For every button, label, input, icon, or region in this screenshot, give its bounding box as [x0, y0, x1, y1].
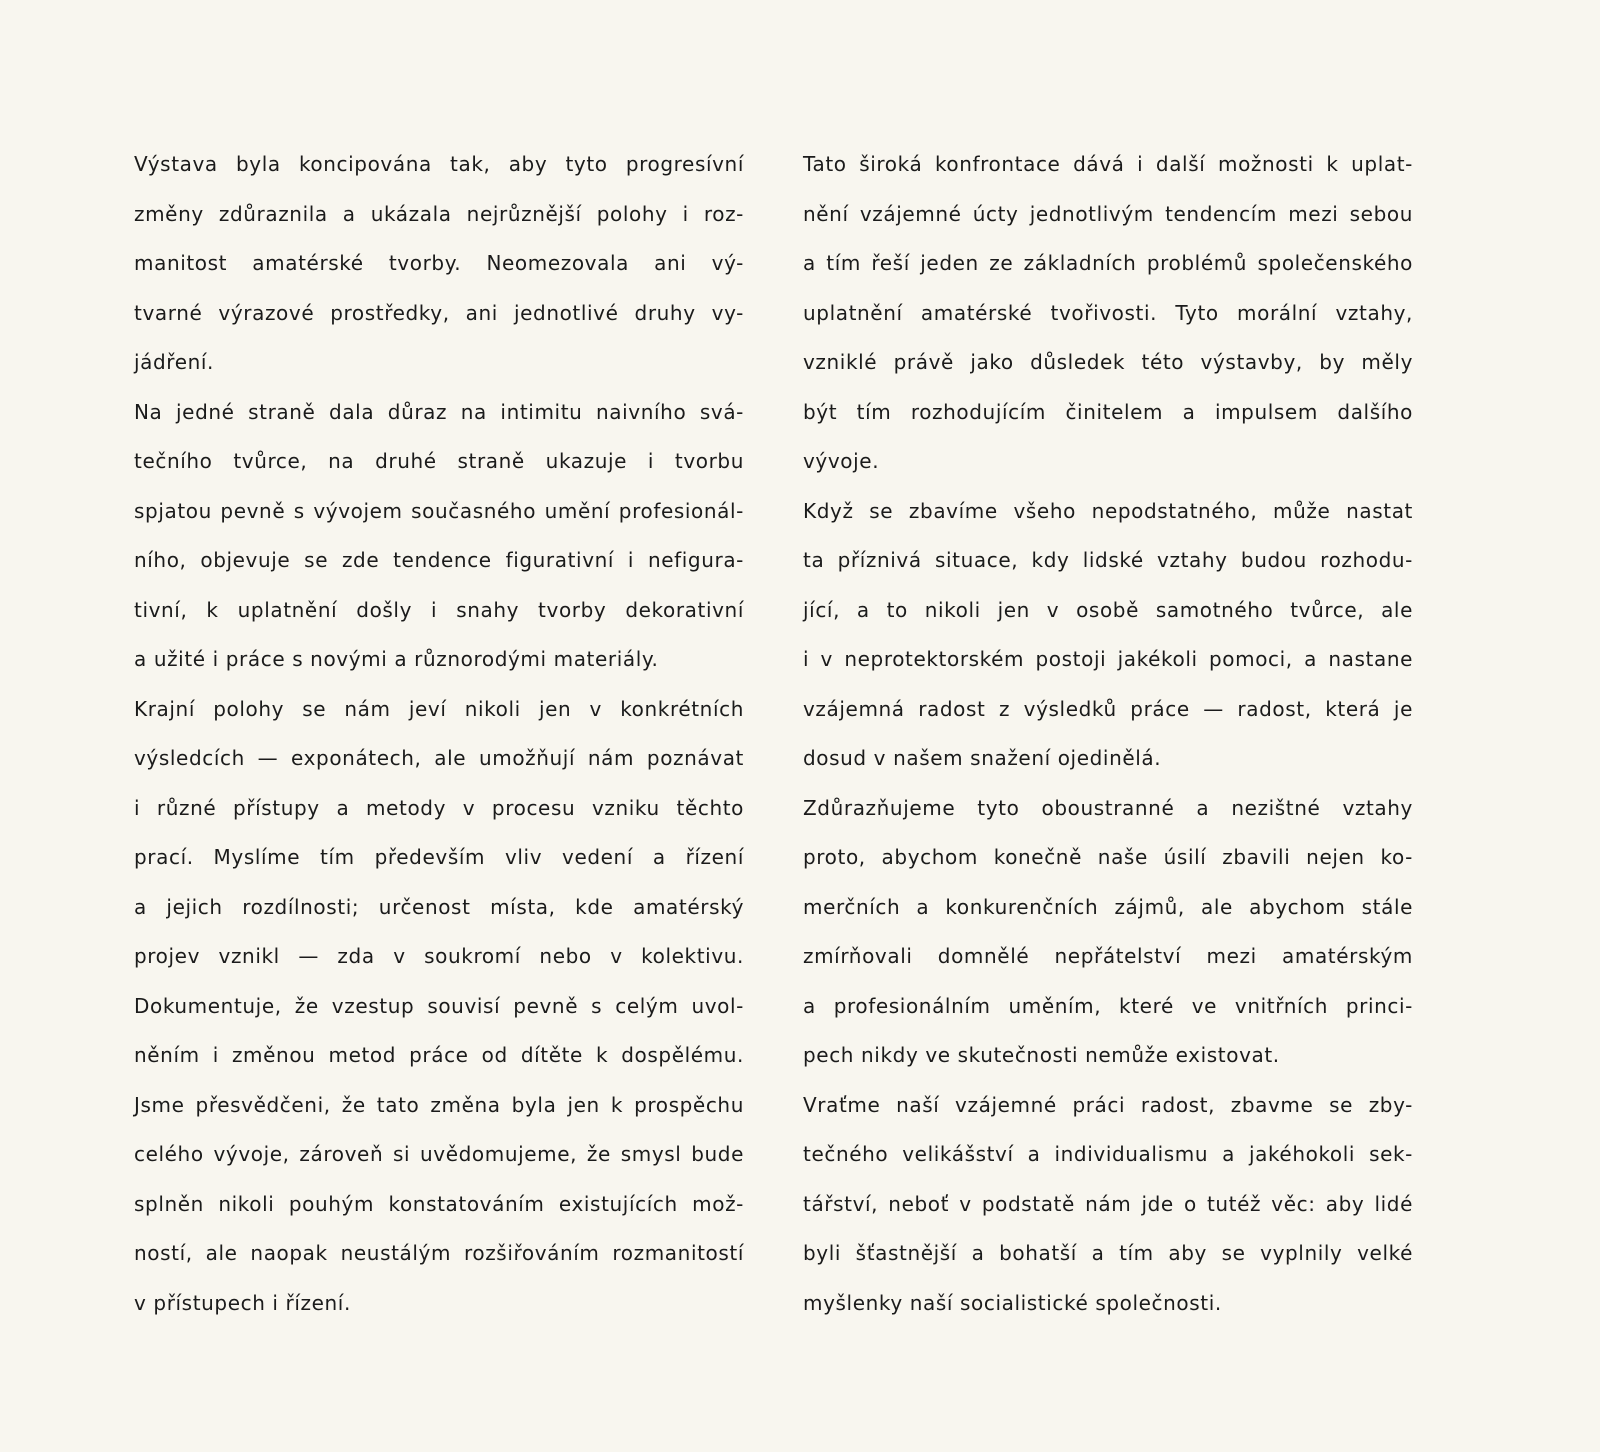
text-line: uplatnění amatérské tvořivosti. Tyto morální vztahy,	[803, 300, 1413, 325]
text-line: ního, objevuje se zde tendence figurativní i nefigura-	[134, 548, 744, 572]
text-line: spjatou pevně s vývojem současného umění profesionál-	[134, 498, 744, 523]
text-line: projev vznikl — zda v soukromí nebo v kolektivu.	[134, 944, 744, 968]
text-line: dosud v našem snažení ojedinělá.	[803, 746, 1162, 770]
text-line: Na jedné straně dala důraz na intimitu naivního svá-	[134, 399, 744, 424]
text-line: Výstava byla koncipována tak, aby tyto progresívní	[134, 152, 744, 176]
paragraph	[134, 685, 744, 1329]
text-line: vzniklé právě jako důsledek této výstavby, by měly	[803, 350, 1413, 374]
text-line: Když se zbavíme všeho nepodstatného, může nastat	[803, 498, 1413, 523]
text-line: myšlenky naší socialistické společnosti.	[803, 1290, 1222, 1315]
text-line: nění vzájemné úcty jednotlivým tendencím mezi sebou	[803, 201, 1413, 226]
text-line: tvarné výrazové prostředky, ani jednotlivé druhy vy-	[134, 300, 744, 325]
text-line: a tím řeší jeden ze základních problémů společenského	[803, 251, 1413, 275]
paragraph	[803, 1081, 1413, 1329]
text-line: Dokumentuje, že vzestup souvisí pevně s celým uvol-	[134, 993, 744, 1018]
paragraph	[134, 388, 744, 685]
text-line: výsledcích — exponátech, ale umožňují nám poznávat	[134, 746, 744, 770]
text-line: být tím rozhodujícím činitelem a impulsem dalšího	[803, 399, 1413, 424]
text-line: v přístupech i řízení.	[134, 1290, 351, 1315]
text-line: merčních a konkurenčních zájmů, ale abychom stále	[803, 894, 1413, 919]
paragraph	[803, 784, 1413, 1081]
text-line: Krajní polohy se nám jeví nikoli jen v konkrétních	[134, 696, 744, 721]
text-line: byli šťastnější a bohatší a tím aby se vyplnily velké	[803, 1241, 1413, 1265]
left-text-column	[134, 140, 744, 1328]
text-line: tářství, neboť v podstatě nám jde o tutéž věc: aby lidé	[803, 1191, 1413, 1216]
text-line: splněn nikoli pouhým konstatováním existujících mož-	[134, 1191, 744, 1216]
text-line: ta příznivá situace, kdy lidské vztahy budou rozhodu-	[803, 548, 1413, 572]
text-line: tečního tvůrce, na druhé straně ukazuje i tvorbu	[134, 449, 744, 473]
text-line: a jejich rozdílnosti; určenost místa, kde amatérský	[134, 894, 744, 919]
text-line: Zdůrazňujeme tyto oboustranné a nezištné vztahy	[803, 795, 1413, 820]
text-line: i různé přístupy a metody v procesu vzniku těchto	[134, 795, 744, 820]
text-line: vzájemná radost z výsledků práce — radost, která je	[803, 696, 1413, 721]
paragraph	[803, 140, 1413, 487]
text-line: manitost amatérské tvorby. Neomezovala ani vý-	[134, 251, 744, 275]
text-line: proto, abychom konečně naše úsilí zbavili nejen ko-	[803, 845, 1413, 869]
text-line: pech nikdy ve skutečnosti nemůže existovat.	[803, 1043, 1280, 1067]
text-line: i v neprotektorském postoji jakékoli pomoci, a nastane	[803, 647, 1413, 671]
right-text-column	[803, 140, 1413, 1328]
text-line: prací. Myslíme tím především vliv vedení a řízení	[134, 845, 744, 869]
text-line: zmírňovali domnělé nepřátelství mezi amatérským	[803, 944, 1413, 968]
paragraph	[134, 140, 744, 388]
text-line: změny zdůraznila a ukázala nejrůznější polohy i roz-	[134, 201, 744, 226]
text-line: tečného velikášství a individualismu a jakéhokoli sek-	[803, 1142, 1413, 1166]
paragraph	[803, 487, 1413, 784]
text-line: Jsme přesvědčeni, že tato změna byla jen k prospěchu	[134, 1092, 744, 1117]
text-line: ností, ale naopak neustálým rozšiřováním rozmanitostí	[134, 1241, 744, 1265]
text-line: vývoje.	[803, 449, 880, 473]
text-line: Tato široká konfrontace dává i další možnosti k uplat-	[803, 152, 1413, 176]
text-line: tivní, k uplatnění došly i snahy tvorby dekorativní	[134, 597, 744, 622]
text-line: jící, a to nikoli jen v osobě samotného tvůrce, ale	[803, 597, 1413, 622]
text-line: a užité i práce s novými a různorodými materiály.	[134, 647, 659, 671]
text-line: celého vývoje, zároveň si uvědomujeme, že smysl bude	[134, 1142, 744, 1166]
text-line: a profesionálním uměním, které ve vnitřních princi-	[803, 993, 1413, 1018]
text-line: něním i změnou metod práce od dítěte k dospělému.	[134, 1043, 744, 1067]
text-line: Vraťme naší vzájemné práci radost, zbavme se zby-	[803, 1092, 1413, 1117]
text-line: jádření.	[134, 350, 214, 374]
